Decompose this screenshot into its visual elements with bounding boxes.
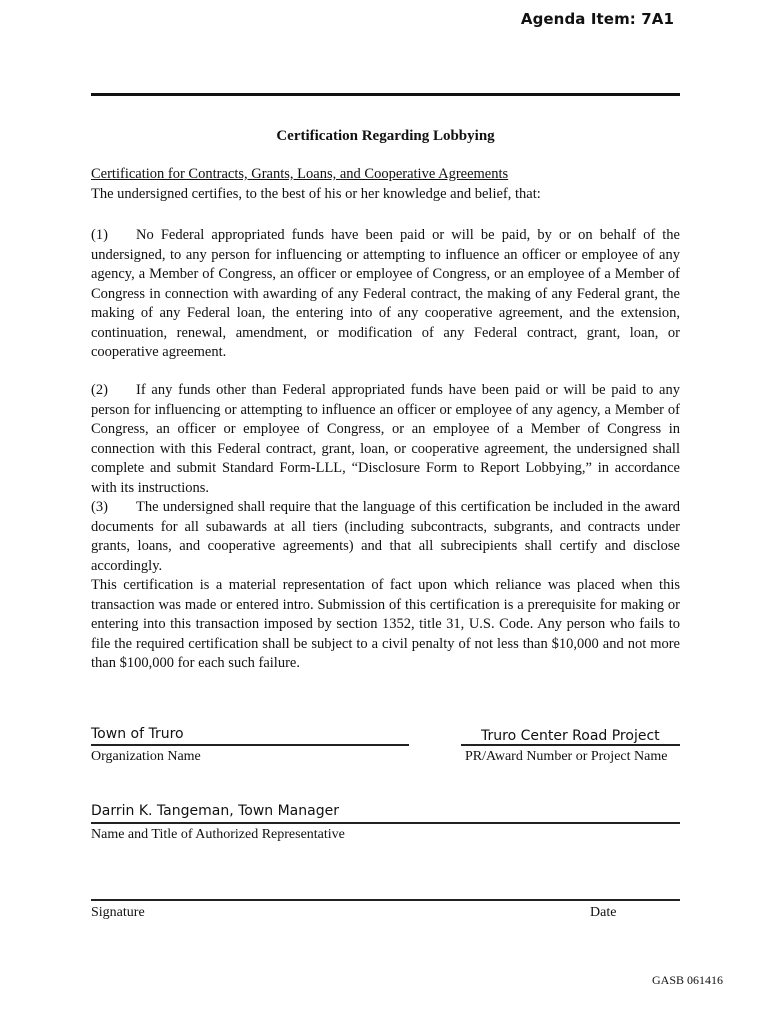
representative-label: Name and Title of Authorized Representative bbox=[91, 827, 345, 842]
signature-label: Signature bbox=[91, 905, 145, 920]
representative-field[interactable]: Darrin K. Tangeman, Town Manager bbox=[91, 803, 339, 819]
certification-clause-2 bbox=[91, 381, 680, 498]
document-title: Certification Regarding Lobbying bbox=[276, 128, 495, 144]
clause-text: No Federal appropriated funds have been paid or will be paid, by or on behalf of the undersigned, to any person for influencing or attempting to influence an officer or employee of any agency, a Member of Congress, an officer or employee of Congress, or an employee of a Member of Congress in connection with awarding of any Federal contract, the making of any Federal grant, the making of any Federal loan, the entering into of any cooperative agreement, and the extension, continuation, renewal, amendment, or modification of any Federal contract, grant, loan, or cooperative agreement. bbox=[91, 227, 680, 360]
clause-number: (3) bbox=[91, 499, 108, 515]
signature-line bbox=[91, 899, 680, 901]
form-code: GASB 061416 bbox=[651, 973, 723, 987]
clause-number: (2) bbox=[91, 382, 108, 398]
award-number-label: PR/Award Number or Project Name bbox=[465, 749, 668, 764]
clause-number: (1) bbox=[91, 227, 108, 243]
clause-text: The undersigned shall require that the language of this certification be included in the award documents for all subawards at all tiers (including subcontracts, subgrants, and contracts under grants, loans, and cooperative agreements) and that all subrecipients shall certify and disclose accordingly. bbox=[91, 499, 680, 574]
penalty-statement: This certification is a material representation of fact upon which reliance was placed when this transaction was made or entered intro. Submission of this certification is a prerequisite for making or entering into this transaction imposed by section 1352, title 31, U.S. Code. Any person who fails to file the required certification shall be subject to a civil penalty of not less than $10,000 and not more than $100,000 for each such failure. bbox=[91, 577, 680, 671]
date-label: Date bbox=[590, 905, 617, 920]
representative-line bbox=[91, 822, 680, 824]
clause-text: If any funds other than Federal appropriated funds have been paid or will be paid to any person for influencing or attempting to influence an officer or employee of any agency, a Member of Congress, an officer or employee of Congress, or an employee of a Member of Congress in connection with this Federal contract, grant, loan, or cooperative agreement, the undersigned shall complete and submit Standard Form-LLL, “Disclosure Form to Report Lobbying,” in accordance with its instructions. bbox=[91, 382, 680, 496]
intro-statement: The undersigned certifies, to the best of his or her knowledge and belief, that: bbox=[91, 186, 541, 202]
award-number-line bbox=[461, 744, 680, 746]
section-subheading: Certification for Contracts, Grants, Loans, and Cooperative Agreements bbox=[91, 166, 509, 182]
certification-clause-3 bbox=[91, 498, 680, 576]
agenda-item-label: Agenda Item: 7A1 bbox=[520, 10, 674, 28]
certification-clause-1 bbox=[91, 226, 680, 363]
organization-name-line bbox=[91, 744, 409, 746]
award-number-field[interactable]: Truro Center Road Project bbox=[481, 728, 660, 744]
organization-name-label: Organization Name bbox=[91, 749, 201, 764]
header-divider bbox=[91, 93, 680, 96]
organization-name-field[interactable]: Town of Truro bbox=[91, 726, 184, 742]
